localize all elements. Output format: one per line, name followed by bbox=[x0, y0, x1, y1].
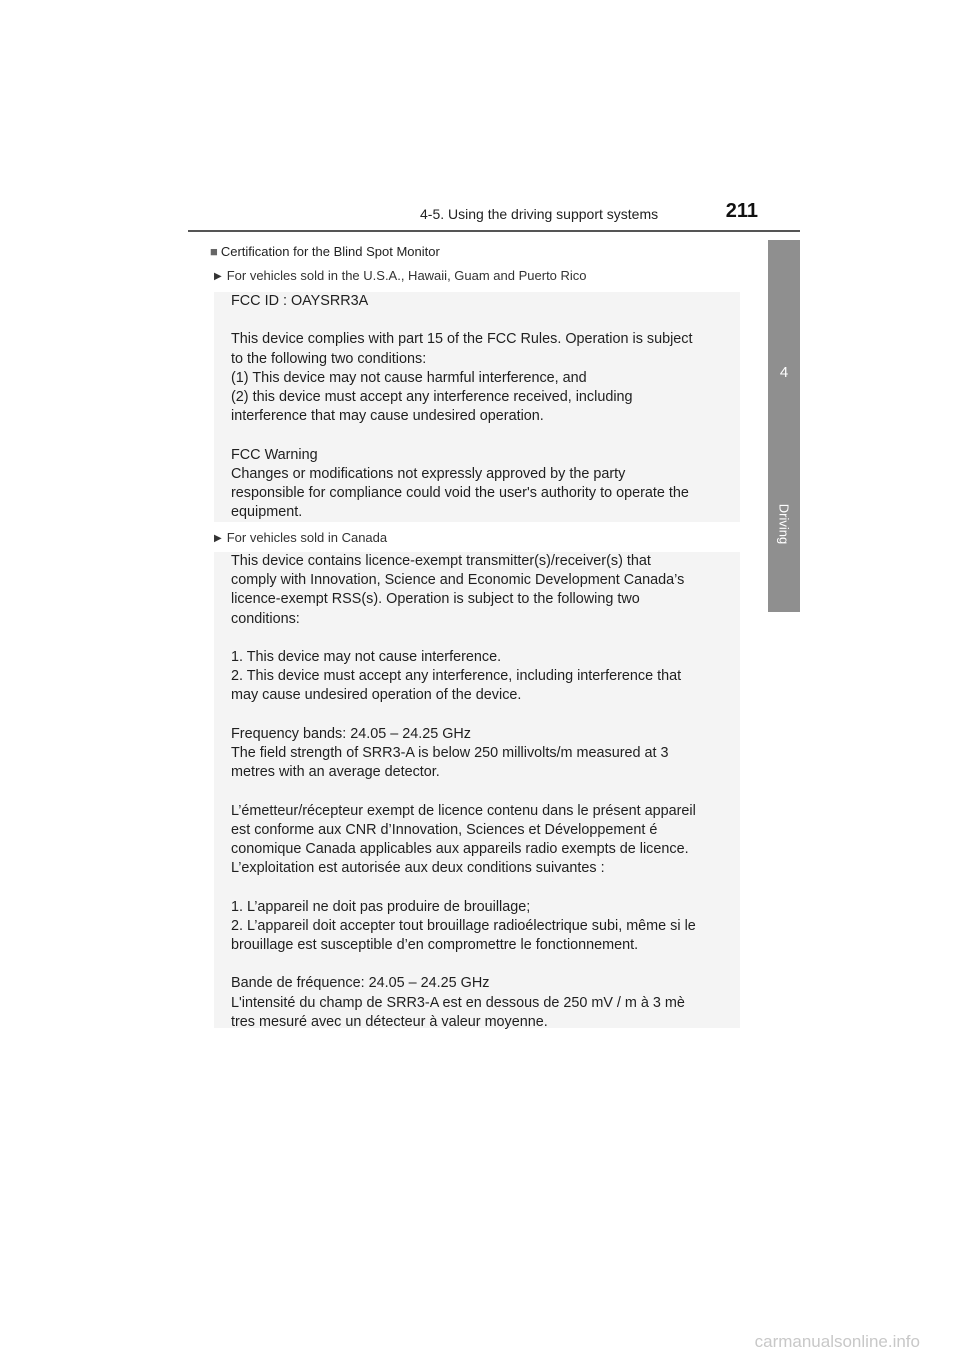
page-number: 211 bbox=[725, 200, 758, 222]
notice-line: FCC ID : OAYSRR3A bbox=[231, 293, 369, 309]
notice-line: The field strength of SRR3-A is below 250 millivolts/m measured at 3 bbox=[231, 745, 669, 761]
notice-line: L’exploitation est autorisée aux deux conditions suivantes : bbox=[231, 860, 605, 877]
canada-bullet-text: For vehicles sold in Canada bbox=[226, 530, 388, 545]
notice-line: FCC Warning bbox=[231, 446, 318, 463]
blank-line bbox=[214, 426, 740, 445]
chapter-number: 4 bbox=[779, 364, 789, 381]
notice-line: Bande de fréquence: 24.05 – 24.25 GHz bbox=[231, 975, 490, 992]
notice-line: This device complies with part 15 of the FCC Rules. Operation is subject bbox=[231, 331, 693, 348]
notice-line: brouillage est susceptible d’en compromettre le fonctionnement. bbox=[231, 937, 639, 953]
notice-line: (2) this device must accept any interference received, including bbox=[231, 389, 633, 405]
notice-line: Frequency bands: 24.05 – 24.25 GHz bbox=[231, 725, 471, 742]
blank-line bbox=[214, 311, 740, 330]
chapter-tab bbox=[768, 240, 800, 612]
notice-line: 1. L’appareil ne doit pas produire de brouillage; bbox=[231, 898, 531, 915]
page-header bbox=[188, 196, 800, 232]
notice-line: This device contains licence-exempt transmitter(s)/receiver(s) that bbox=[231, 553, 651, 569]
notice-line: L’émetteur/récepteur exempt de licence contenu dans le présent appareil bbox=[231, 802, 696, 819]
notice-line: to the following two conditions: bbox=[231, 350, 427, 367]
notice-line: conditions: bbox=[231, 610, 300, 627]
notice-line: equipment. bbox=[231, 504, 303, 521]
notice-line: L'intensité du champ de SRR3-A est en dessous de 250 mV / m à 3 mè bbox=[231, 994, 685, 1011]
blank-line bbox=[214, 782, 740, 801]
usa-bullet-text: For vehicles sold in the U.S.A., Hawaii, Guam and Puerto Rico bbox=[226, 268, 587, 283]
notice-line: est conforme aux CNR d’Innovation, Sciences et Développement é bbox=[231, 821, 658, 838]
blank-line bbox=[214, 629, 740, 648]
section-heading bbox=[210, 244, 440, 259]
section-heading-text: Certification for the Blind Spot Monitor bbox=[220, 244, 440, 259]
notice-line: interference that may cause undesired operation. bbox=[231, 408, 544, 425]
header-section-title: 4-5. Using the driving support systems bbox=[420, 206, 659, 222]
notice-line: comply with Innovation, Science and Economic Development Canada’s bbox=[231, 572, 685, 589]
blank-line bbox=[214, 706, 740, 725]
notice-line: 2. This device must accept any interference, including interference that bbox=[231, 668, 682, 685]
notice-line: 2. L’appareil doit accepter tout brouillage radioélectrique subi, même si le bbox=[231, 917, 696, 934]
blank-line bbox=[214, 878, 740, 897]
triangle-bullet-icon: ▶ bbox=[214, 533, 222, 544]
chapter-label: Driving bbox=[776, 503, 792, 545]
blank-line bbox=[214, 955, 740, 974]
notice-line: (1) This device may not cause harmful interference, and bbox=[231, 369, 587, 386]
usa-bullet bbox=[214, 268, 587, 283]
square-bullet-icon: ■ bbox=[210, 244, 218, 259]
notice-line: tres mesuré avec un détecteur à valeur moyenne. bbox=[231, 1013, 548, 1030]
canada-notice-box bbox=[214, 552, 740, 1028]
canada-bullet bbox=[214, 530, 387, 545]
notice-line: responsible for compliance could void the user's authority to operate the bbox=[231, 485, 689, 501]
notice-line: may cause undesired operation of the device. bbox=[231, 687, 522, 704]
notice-line: Changes or modifications not expressly approved by the party bbox=[231, 465, 626, 482]
fcc-notice-text bbox=[214, 292, 740, 522]
canada-notice-text bbox=[214, 552, 740, 1032]
notice-line: conomique Canada applicables aux appareils radio exempts de licence. bbox=[231, 841, 689, 857]
notice-line: 1. This device may not cause interference. bbox=[231, 649, 502, 665]
notice-line: metres with an average detector. bbox=[231, 764, 440, 781]
triangle-bullet-icon: ▶ bbox=[214, 271, 222, 282]
watermark: carmanualsonline.info bbox=[754, 1332, 920, 1351]
fcc-notice-box bbox=[214, 292, 740, 522]
notice-line: licence-exempt RSS(s). Operation is subject to the following two bbox=[231, 591, 640, 608]
